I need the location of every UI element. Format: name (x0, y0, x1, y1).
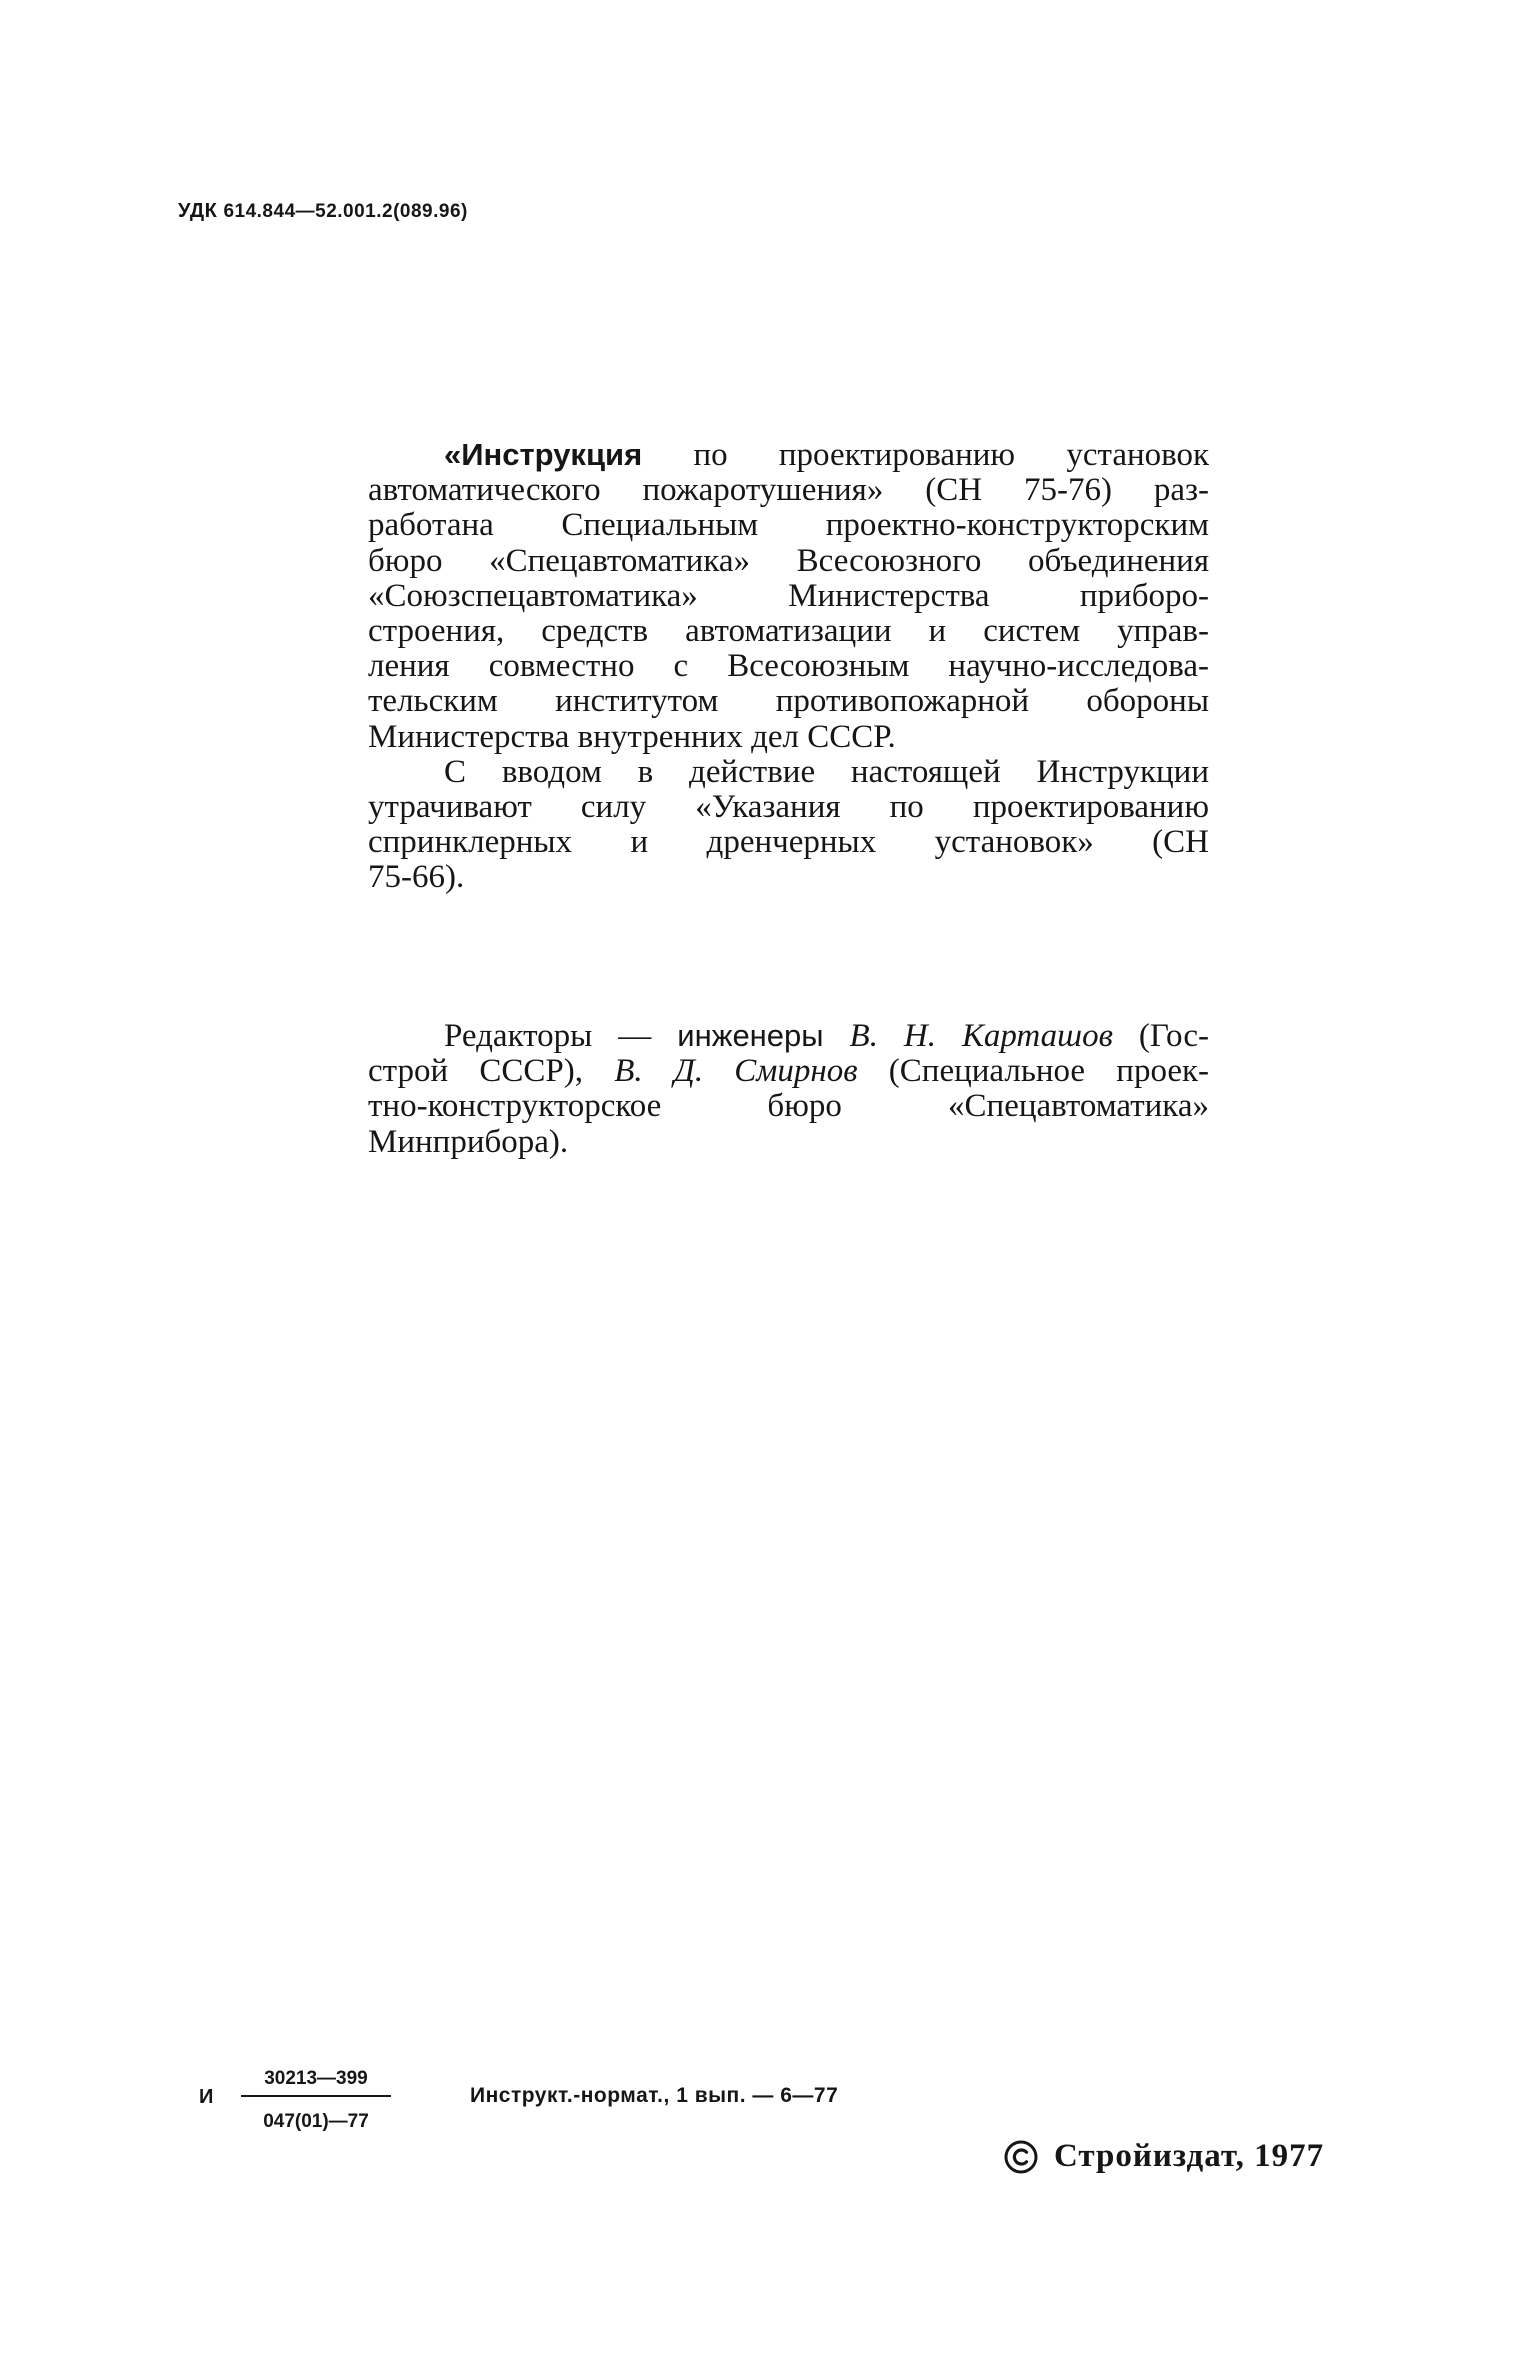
publication-code-numerator: 30213—399 (241, 2068, 391, 2097)
intro-line: утрачивают силу «Указания по проектированию (368, 789, 1209, 826)
intro-line: работана Специальным проектно-конструкторским (368, 507, 1209, 544)
intro-paragraph-2-line-1: С вводом в действие настоящей Инструкции (444, 753, 1209, 790)
udk-label: УДК (178, 200, 218, 222)
udk-code: 614.844—52.001.2(089.96) (223, 201, 468, 222)
intro-text (368, 437, 1209, 896)
instruction-title-word: «Инструкция (444, 437, 643, 472)
publication-code-fraction (241, 2068, 419, 2133)
intro-line: тельским институтом противопожарной обороны (368, 683, 1209, 720)
intro-line: бюро «Спецавтоматика» Всесоюзного объединения (368, 542, 1209, 579)
udk-header (178, 200, 468, 223)
intro-line: строения, средств автоматизации и систем управ- (368, 613, 1209, 650)
intro-paragraph-1-line-1: «Инструкция по проектированию установок (444, 437, 1210, 473)
intro-line: спринклерных и дренчерных установок» (СН (368, 824, 1209, 861)
copyright-icon (1004, 2140, 1038, 2174)
publisher-name: Стройиздат, (1054, 2138, 1245, 2174)
editors-line-3: тно-конструкторское бюро «Спецавтоматика» (368, 1088, 1209, 1125)
publication-year: 1977 (1254, 2138, 1325, 2174)
publication-code-letter: И (199, 2086, 214, 2108)
editors-line-2: строй СССР), В. Д. Смирнов (Специальное проек- (368, 1053, 1210, 1090)
editors-label: Редакторы (444, 1018, 593, 1054)
intro-line: автоматического пожаротушения» (СН 75-76) раз- (368, 472, 1209, 509)
editors-line-4: Минприбора). (368, 1123, 569, 1160)
intro-line: «Союзспецавтоматика» Министерства приборо- (368, 577, 1209, 614)
editors-role: инженеры (677, 1018, 824, 1053)
editor-name-1: В. Н. Карташов (849, 1018, 1113, 1054)
imprint-line: Инструкт.-нормат., 1 вып. — 6—77 (470, 2084, 839, 2107)
intro-line: 75-66). (368, 859, 465, 896)
editors-line-1: Редакторы — инженеры В. Н. Карташов (Гос- (444, 1018, 1209, 1054)
copyright-line (1004, 2138, 1324, 2175)
intro-line: ления совместно с Всесоюзным научно-исследова- (368, 648, 1209, 685)
intro-line: Министерства внутренних дел СССР. (368, 718, 896, 755)
editors-text (368, 1018, 1209, 1160)
editor-name-2: В. Д. Смирнов (614, 1053, 858, 1090)
publication-code-denominator: 047(01)—77 (263, 2111, 369, 2132)
